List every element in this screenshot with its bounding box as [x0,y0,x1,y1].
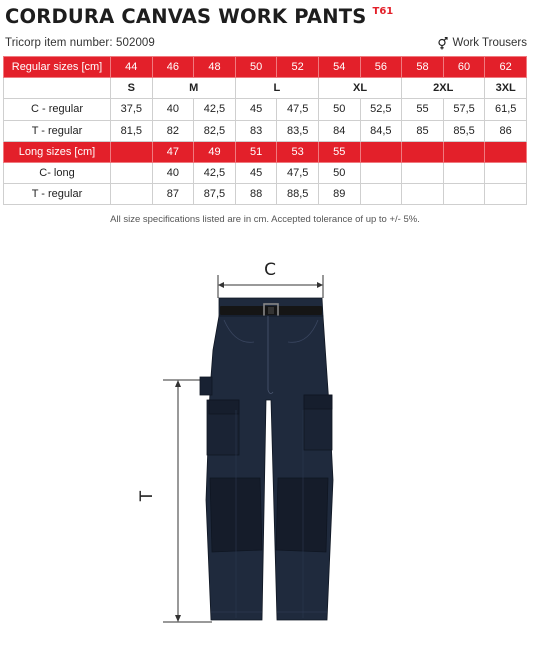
table-cell: 53 [277,141,319,162]
table-cell: 50 [318,99,360,120]
table-cell: 49 [194,141,236,162]
table-cell: 44 [111,57,153,78]
table-cell: 47,5 [277,99,319,120]
tolerance-note: All size specifications listed are in cm. Accepted tolerance of up to +/- 5%. [110,214,420,225]
table-cell: 54 [318,57,360,78]
letter-size-cell: XL [318,78,401,99]
table-cell: 51 [235,141,277,162]
row-label: T - regular [4,120,111,141]
unisex-gender-icon [437,37,448,50]
table-cell [443,184,485,205]
letter-size-cell: M [152,78,235,99]
table-cell: 42,5 [194,162,236,183]
table-cell: 89 [318,184,360,205]
t-long-row [4,184,527,205]
table-cell [485,184,527,205]
long-sizes-row [4,141,527,162]
table-cell: 58 [402,57,444,78]
table-cell: 83,5 [277,120,319,141]
row-label [4,78,111,99]
table-cell [111,184,153,205]
pants-illustration [200,298,333,620]
pants-measurement-drawing [0,250,545,650]
table-cell: 88 [235,184,277,205]
t-label: T [137,490,157,502]
table-cell: 50 [318,162,360,183]
t-regular-row [4,120,527,141]
table-cell: 47 [152,141,194,162]
table-cell [402,141,444,162]
item-number: Tricorp item number: 502009 [5,37,155,49]
table-cell [485,141,527,162]
table-cell: 82 [152,120,194,141]
table-cell: 60 [443,57,485,78]
subheader [5,36,527,50]
letter-sizes-row [4,78,527,99]
letter-size-cell: S [111,78,153,99]
category-label: Work Trousers [452,37,527,49]
t-measurement [137,380,212,622]
table-cell: 52,5 [360,99,402,120]
table-cell: 87,5 [194,184,236,205]
row-label: Long sizes [cm] [4,141,111,162]
table-cell [443,162,485,183]
c-long-row [4,162,527,183]
table-cell: 42,5 [194,99,236,120]
table-cell [360,184,402,205]
table-cell [360,162,402,183]
product-title: CORDURA CANVAS WORK PANTS [5,5,367,28]
table-cell: 55 [402,99,444,120]
table-cell: 87 [152,184,194,205]
table-cell [402,162,444,183]
table-cell: 50 [235,57,277,78]
table-cell: 62 [485,57,527,78]
letter-size-cell: 3XL [485,78,527,99]
row-label: T - regular [4,184,111,205]
table-cell: 81,5 [111,120,153,141]
table-cell: 45 [235,99,277,120]
c-measurement [218,260,323,298]
table-cell: 83 [235,120,277,141]
table-cell: 45 [235,162,277,183]
table-cell [111,162,153,183]
c-regular-row [4,99,527,120]
table-cell: 88,5 [277,184,319,205]
regular-sizes-row [4,57,527,78]
table-cell [402,184,444,205]
table-cell [360,141,402,162]
table-cell: 57,5 [443,99,485,120]
table-cell: 61,5 [485,99,527,120]
table-cell: 46 [152,57,194,78]
table-cell: 85 [402,120,444,141]
table-cell: 40 [152,99,194,120]
table-cell: 84 [318,120,360,141]
table-cell [443,141,485,162]
table-cell: 82,5 [194,120,236,141]
c-label: C [264,260,276,280]
table-cell [111,141,153,162]
table-cell: 85,5 [443,120,485,141]
table-cell: 86 [485,120,527,141]
table-cell: 37,5 [111,99,153,120]
title-row [5,4,393,30]
table-cell: 52 [277,57,319,78]
table-cell: 55 [318,141,360,162]
table-cell: 40 [152,162,194,183]
table-cell: 56 [360,57,402,78]
row-label: C- long [4,162,111,183]
row-label: C - regular [4,99,111,120]
row-label: Regular sizes [cm] [4,57,111,78]
table-cell: 84,5 [360,120,402,141]
size-table [3,56,527,205]
letter-size-cell: L [235,78,318,99]
table-cell: 48 [194,57,236,78]
category [437,37,527,50]
table-cell: 47,5 [277,162,319,183]
product-code: T61 [372,6,394,17]
letter-size-cell: 2XL [402,78,485,99]
table-cell [485,162,527,183]
